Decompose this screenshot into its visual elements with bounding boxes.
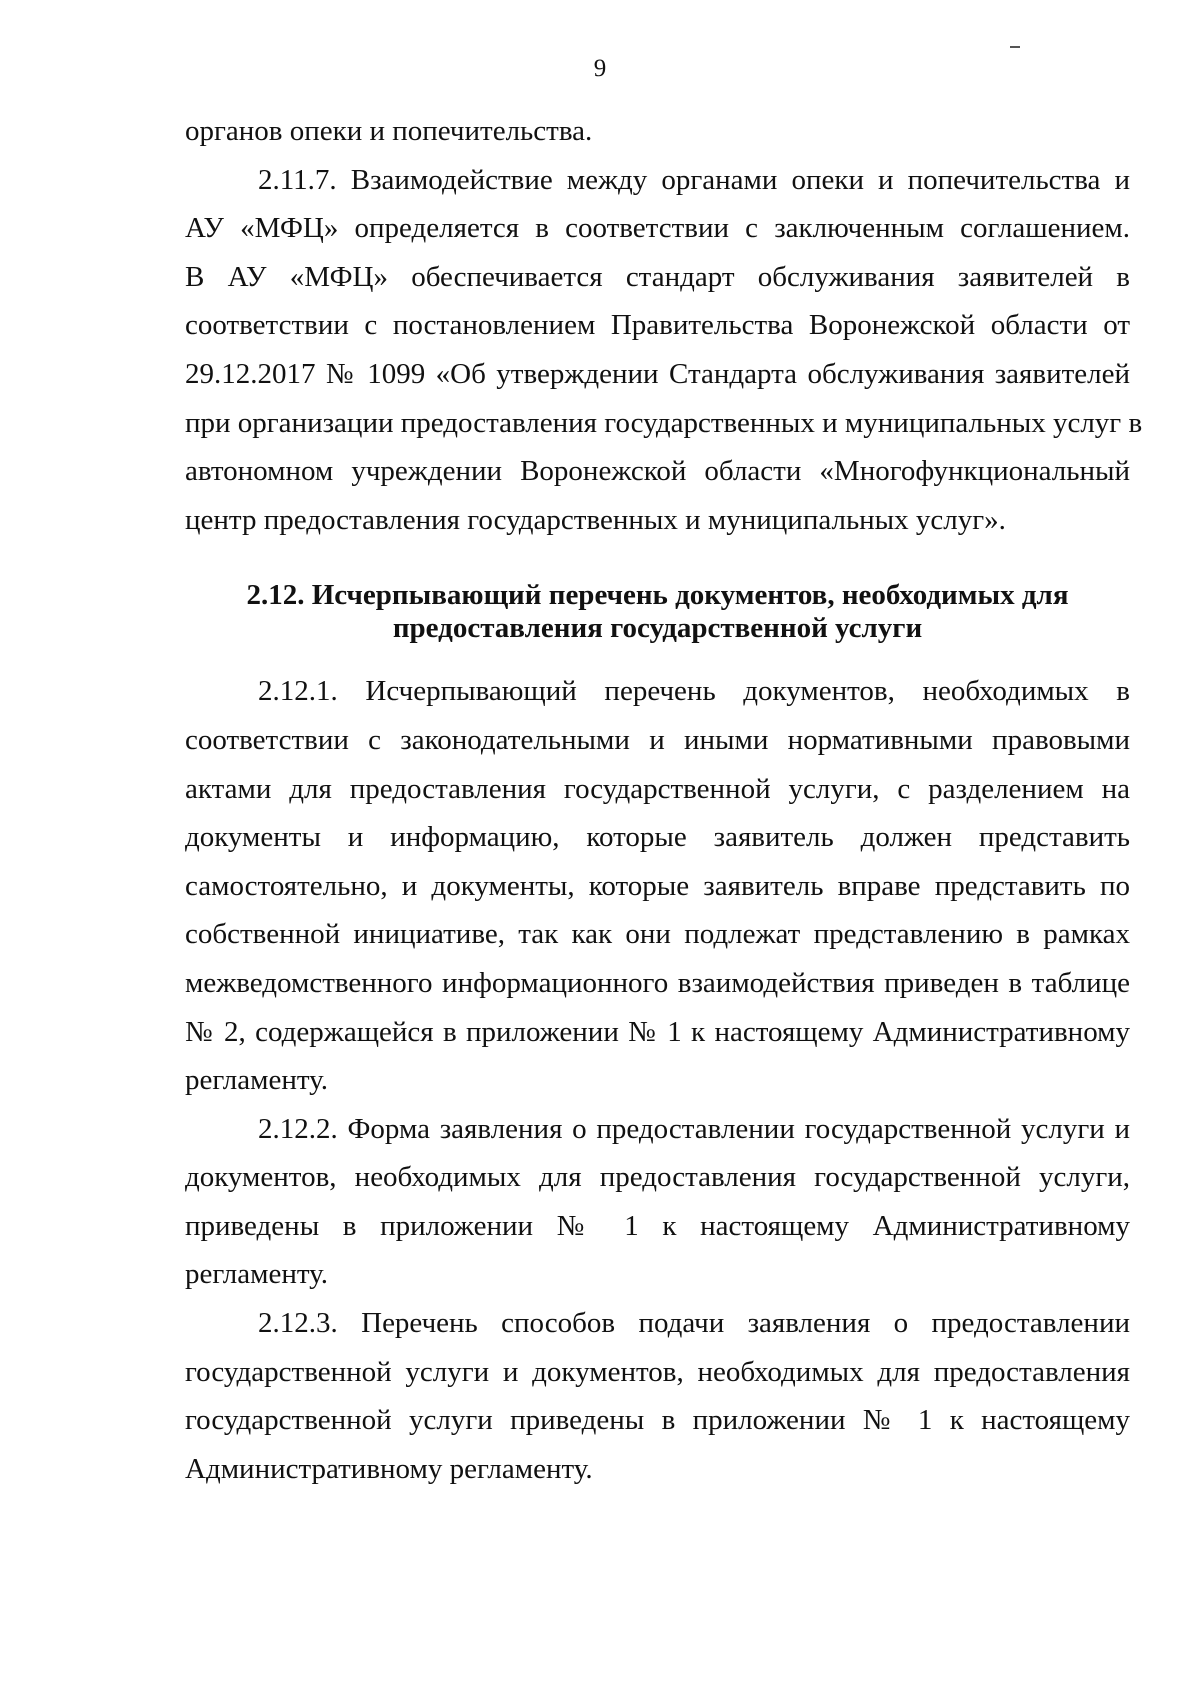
text-line: приведены в приложении № 1 к настоящему Административному: [185, 1209, 1130, 1242]
text-line: при организации предоставления государственных и муниципальных услуг в: [185, 406, 1143, 439]
text-line: собственной инициативе, так как они подлежат представлению в рамках: [185, 918, 1130, 951]
paragraph-2-11-7: [185, 156, 1143, 545]
paragraph-2-12-1: [185, 667, 1130, 1104]
heading-line: предоставления государственной услуги: [392, 612, 923, 645]
text-line: межведомственного информационного взаимодействия приведен в таблице: [185, 966, 1130, 999]
text-line: 2.12.1. Исчерпывающий перечень документов, необходимых в: [258, 675, 1130, 708]
page-number: 9: [593, 55, 607, 82]
text-line: 2.12.2. Форма заявления о предоставлении государственной услуги и: [258, 1112, 1130, 1145]
paragraph-2-12-3: [185, 1299, 1130, 1493]
paragraph-2-12-2: [185, 1105, 1130, 1299]
paragraph-2-11-6-tail: [185, 107, 1130, 156]
text-line: 2.11.7. Взаимодействие между органами опеки и попечительства и: [258, 163, 1130, 196]
section-heading-2-12: [185, 579, 1130, 645]
text-line: государственной услуги и документов, необходимых для предоставления: [185, 1355, 1130, 1388]
text-line: документов, необходимых для предоставления государственной услуги,: [185, 1161, 1130, 1194]
text-line: самостоятельно, и документы, которые заявитель вправе представить по: [185, 869, 1130, 902]
text-line: центр предоставления государственных и муниципальных услуг».: [185, 503, 1006, 536]
scan-mark: [1010, 46, 1020, 48]
text-line: Административному регламенту.: [185, 1452, 593, 1485]
text-line: соответствии с законодательными и иными нормативными правовыми: [185, 723, 1130, 756]
text-line: 29.12.2017 № 1099 «Об утверждении Стандарта обслуживания заявителей: [185, 357, 1130, 390]
text-line: регламенту.: [185, 1258, 329, 1291]
text-line: актами для предоставления государственной услуги, с разделением на: [185, 772, 1130, 805]
text-line: В АУ «МФЦ» обеспечивается стандарт обслуживания заявителей в: [185, 260, 1130, 293]
text-line: регламенту.: [185, 1064, 329, 1097]
text-line: государственной услуги приведены в приложении № 1 к настоящему: [185, 1404, 1130, 1437]
text-line: автономном учреждении Воронежской области «Многофункциональный: [185, 455, 1130, 488]
text-line: соответствии с постановлением Правительства Воронежской области от: [185, 309, 1130, 342]
text-line: органов опеки и попечительства.: [185, 115, 593, 147]
text-line: 2.12.3. Перечень способов подачи заявления о предоставлении: [258, 1307, 1130, 1340]
text-line: документы и информацию, которые заявитель должен представить: [185, 821, 1130, 854]
document-body: [185, 107, 1143, 1493]
text-line: АУ «МФЦ» определяется в соответствии с заключенным соглашением.: [185, 212, 1130, 245]
heading-line: 2.12. Исчерпывающий перечень документов, необходимых для: [246, 579, 1069, 612]
text-line: № 2, содержащейся в приложении № 1 к настоящему Административному: [185, 1015, 1130, 1048]
